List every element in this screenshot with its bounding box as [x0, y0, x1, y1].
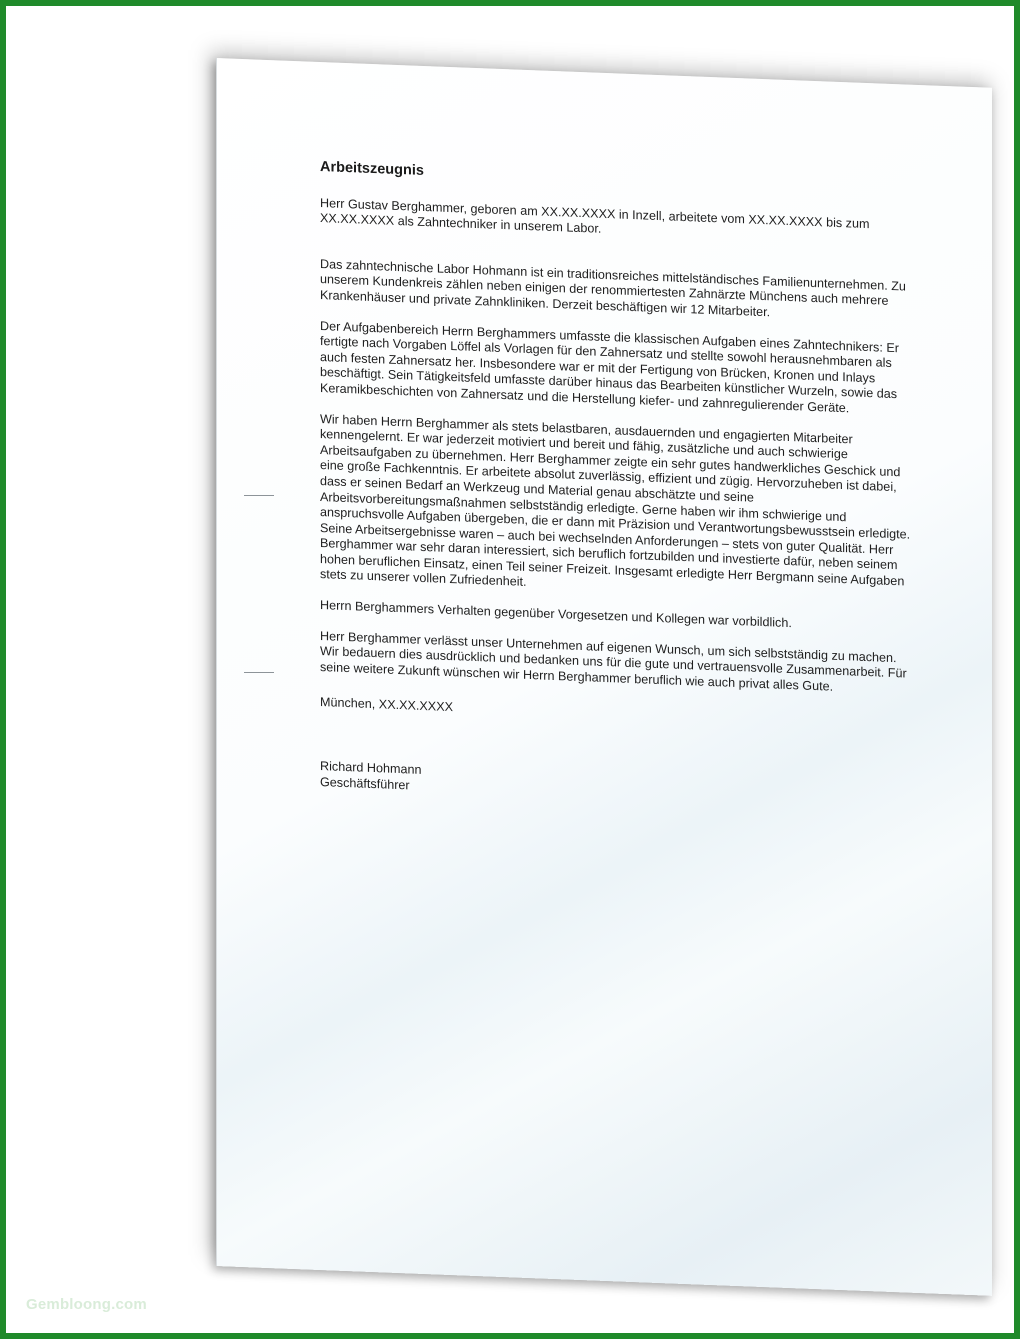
fold-mark-top: [244, 495, 274, 496]
intro-paragraph: Herr Gustav Berghammer, geboren am XX.XX.XXXX in Inzell, arbeitete vom XX.XX.XXXX bis zum XX.XX.XXXX als Zahntechniker in unserem Labor.: [320, 195, 870, 236]
document-page: [216, 58, 992, 1296]
performance-paragraph: Wir haben Herrn Berghammer als stets belastbaren, ausdauernden und engagierten Mitarbeiter kennengelernt. Er war jederzeit motiviert und bereit und fähig, zusätzliche und auch schwierige Arbeitsaufgaben zu übernehmen. Herr Berghammer zeigte ein sehr gutes handwerkliches Geschick und eine große Fachkenntnis. Er arbeitete absolut zuverlässig, effizient und zügig. Hervorzuheben ist dabei, dass er seinen Bedarf an Werkzeug und Material genau abschätzte und seine Arbeitsvorbereitungsmaßnahmen selbstständig erledigte. Gerne haben wir ihm schwierige und anspruchsvolle Aufgaben übergeben, die er dann mit Präzision und Verantwortungsbewusstsein erledigte. Seine Arbeitsergebnisse waren – auch bei wechselnden Anforderungen – stets von guter Qualität. Herr Berghammer war sehr daran interessiert, sich beruflich fortzubilden und investierte dafür, neben seinem hohen beruflichen Einsatz, einen Teil seiner Freizeit. Insgesamt erledigte Herr Bergmann seine Aufgaben stets zu unserer vollen Zufriedenheit.: [320, 411, 911, 590]
duties-paragraph: Der Aufgabenbereich Herrn Berghammers umfasste die klassischen Aufgaben eines Zahntechnikers: Er fertigte nach Vorgaben Löffel als Vorlagen für den Zahnersatz und stellte sowohl herausnehmbaren als auch festen Zahnersatz her. Insbesondere war er mit der Fertigung von Brücken, Kronen und Inlays beschäftigt. Sein Tätigkeitsfeld umfasste darüber hinaus das Bearbeiten künstlicher Wurzeln, sowie das Keramikbeschichten von Zahnersatz und die Herstellung kiefer- und zahnregulierender Geräte.: [320, 318, 899, 416]
conduct-paragraph: Herrn Berghammers Verhalten gegenüber Vorgesetzen und Kollegen war vorbildlich.: [320, 598, 792, 631]
document-body: [320, 160, 912, 813]
signature-name: Richard Hohmann: [320, 759, 422, 777]
farewell-paragraph: Herr Berghammer verlässt unser Unternehmen auf eigenen Wunsch, um sich selbstständig zu machen. Wir bedauern dies ausdrücklich und bedanken uns für die gute und vertrauensvolle Zusammenarbeit. Für seine weitere Zukunft wünschen wir Herrn Berghammer beruflich wie auch privat alles Gute.: [320, 628, 907, 694]
place-date: München, XX.XX.XXXX: [320, 695, 454, 715]
signature-role: Geschäftsführer: [320, 774, 410, 793]
watermark-text: Gembloong.com: [26, 1296, 147, 1313]
company-paragraph: Das zahntechnische Labor Hohmann ist ein traditionsreiches mittelständisches Familienunternehmen. Zu unserem Kundenkreis zählen neben einigen der renommiertesten Zahnärzte Münchens auch mehrere Krankenhäuser und private Zahnkliniken. Derzeit beschäftigen wir 12 Mitarbeiter.: [320, 256, 906, 320]
document-title: Arbeitszeugnis: [320, 158, 424, 179]
fold-mark-bottom: [244, 672, 274, 673]
